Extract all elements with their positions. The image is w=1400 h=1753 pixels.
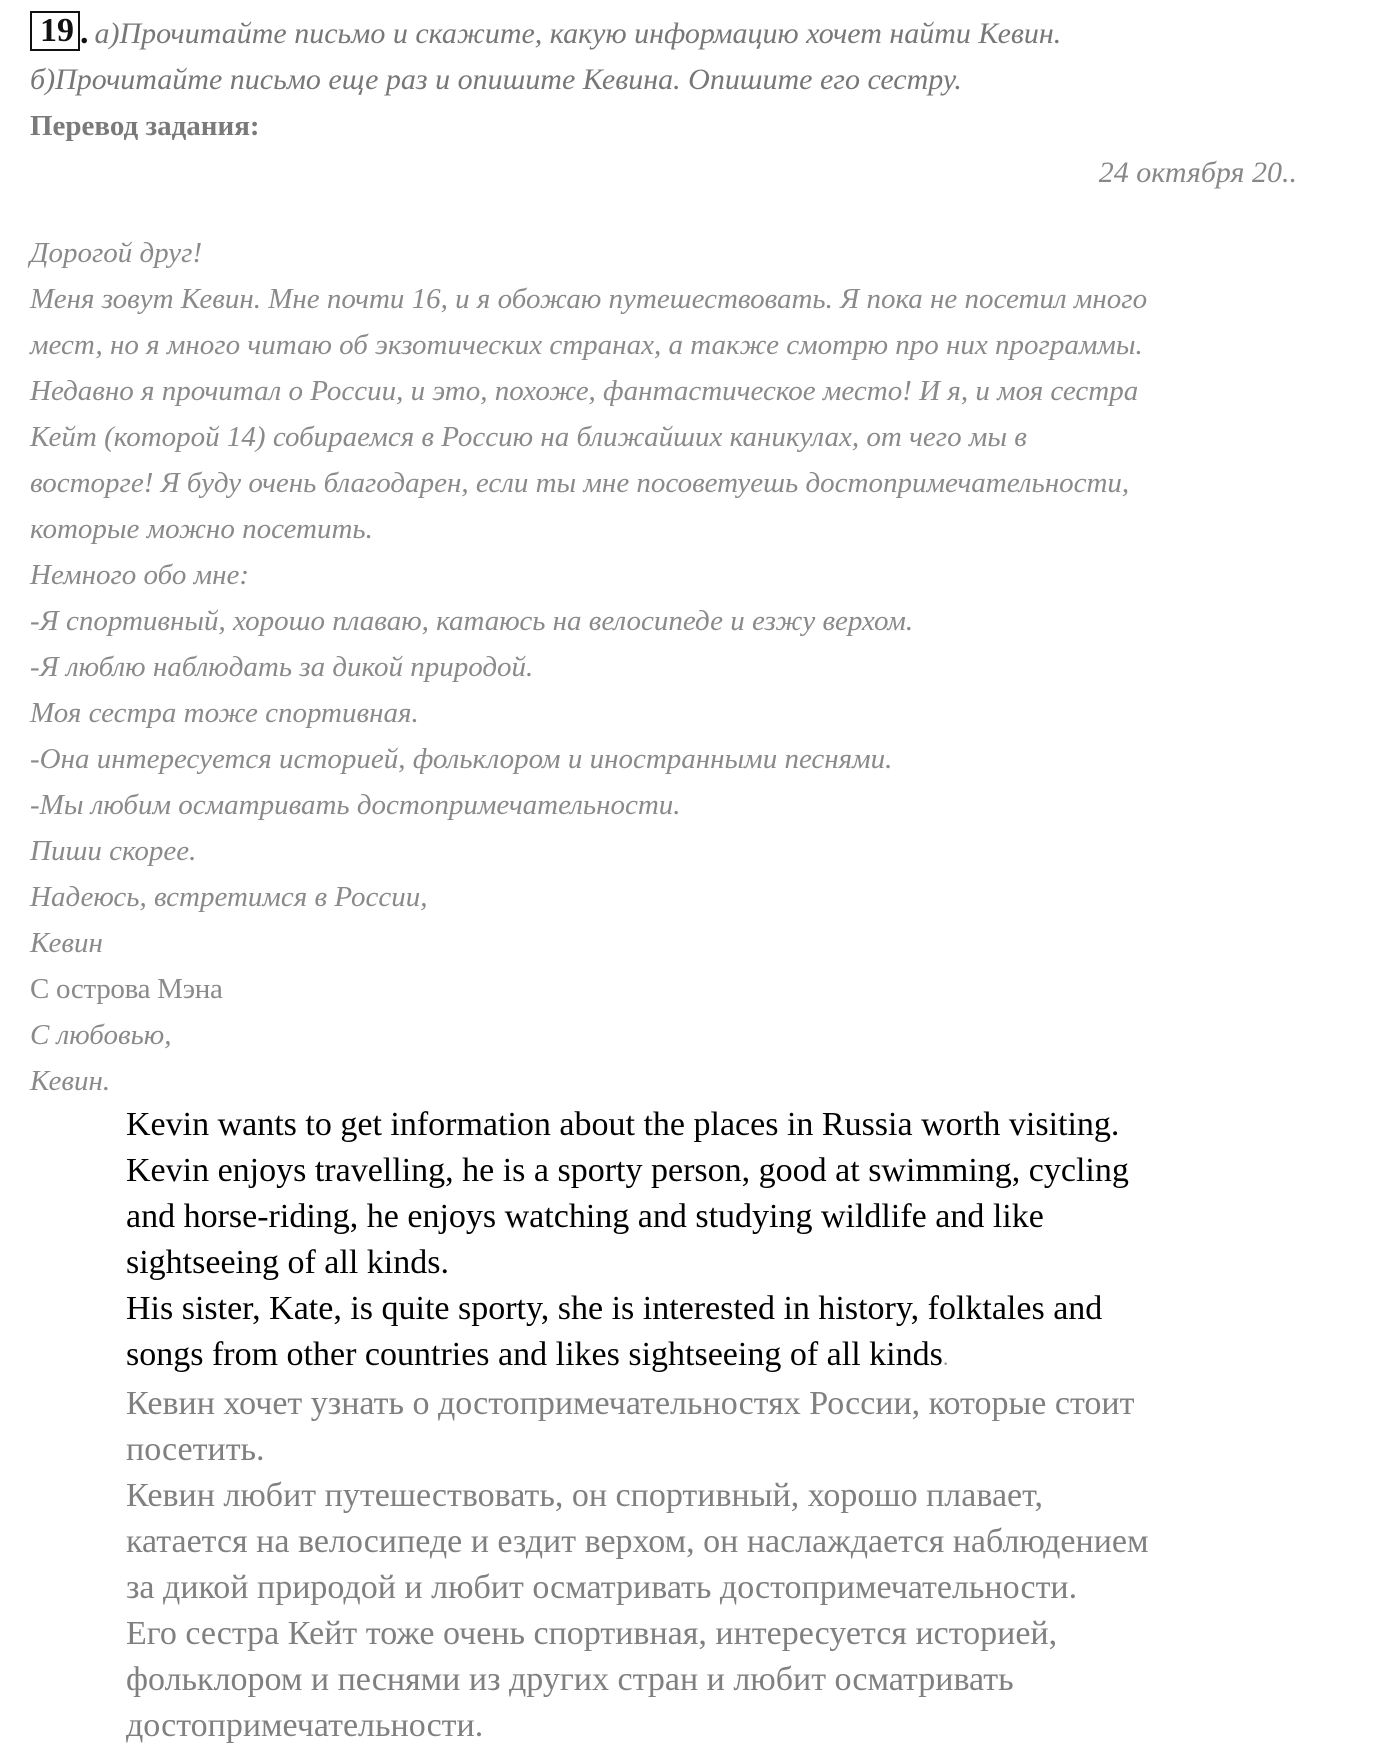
letter-date: 24 октября 20.. [1098,156,1297,189]
task-instruction-b: б)Прочитайте письмо еще раз и опишите Кевина. Опишите его сестру. [30,63,962,96]
letter-line-upright: С острова Мэна [30,973,223,1005]
letter-line: -Я люблю наблюдать за дикой природой. [30,651,534,683]
answer-english-text: songs from other countries and likes sightseeing of all kinds [126,1336,943,1373]
answer-russian-line: катается на велосипеде и ездит верхом, он наслаждается наблюдением [126,1523,1149,1560]
answer-russian-line: фольклором и песнями из других стран и любит осматривать [126,1661,1014,1698]
letter-line: Немного обо мне: [30,559,250,591]
answer-russian-line: за дикой природой и любит осматривать достопримечательности. [126,1569,1078,1606]
letter-signature: Кевин. [30,1065,111,1097]
task-number-dot: . [80,14,89,51]
answer-english-last-line [126,1332,1326,1381]
letter-closing: С любовью, [30,1019,172,1051]
letter-line: -Мы любим осматривать достопримечательности. [30,789,681,821]
answer-russian-line: достопримечательности. [126,1707,484,1744]
answer-english-line: Kevin enjoys travelling, he is a sporty person, good at swimming, cycling [126,1152,1129,1189]
answers-block [126,1102,1326,1749]
answer-english-line: sightseeing of all kinds. [126,1244,449,1281]
answer-russian-line: посетить. [126,1431,265,1468]
answer-russian-line: Кевин любит путешествовать, он спортивный, хорошо плавает, [126,1477,1043,1514]
answer-russian-line: Кевин хочет узнать о достопримечательностях России, которые стоит [126,1385,1135,1422]
letter-line: -Я спортивный, хорошо плаваю, катаюсь на велосипеде и езжу верхом. [30,605,914,637]
letter-line: Дорогой друг! [30,237,203,269]
task-number: 19 [30,11,80,51]
task-header [30,10,1330,149]
letter-translation [30,230,1330,1104]
answer-english-trailing-dot: . [942,1345,949,1370]
letter-line: Недавно я прочитал о России, и это, похоже, фантастическое место! И я, и моя сестра [30,375,1139,407]
letter-line: Кевин [30,927,103,959]
answer-english-line: His sister, Kate, is quite sporty, she is interested in history, folktales and [126,1290,1103,1327]
letter-line: Кейт (которой 14) собираемся в Россию на ближайших каникулах, от чего мы в [30,421,1027,453]
letter-line: восторге! Я буду очень благодарен, если ты мне посоветуешь достопримечательности, [30,467,1130,499]
letter-line: Моя сестра тоже спортивная. [30,697,419,729]
task-line-a [30,10,1330,57]
letter-line: Надеюсь, встретимся в России, [30,881,428,913]
letter-line: Меня зовут Кевин. Мне почти 16, и я обожаю путешествовать. Я пока не посетил много [30,283,1148,315]
translation-heading: Перевод задания: [30,110,260,142]
letter-line: которые можно посетить. [30,513,373,545]
answer-russian-line: Его сестра Кейт тоже очень спортивная, интересуется историей, [126,1615,1058,1652]
answer-english-line: and horse-riding, he enjoys watching and studying wildlife and like [126,1198,1044,1235]
letter-line: Пиши скорее. [30,835,197,867]
answer-english-line: Kevin wants to get information about the places in Russia worth visiting. [126,1106,1120,1143]
letter-line: -Она интересуется историей, фольклором и иностранными песнями. [30,743,893,775]
task-instruction-a: а)Прочитайте письмо и скажите, какую информацию хочет найти Кевин. [94,17,1062,50]
letter-line: мест, но я много читаю об экзотических странах, а также смотрю про них программы. [30,329,1143,361]
